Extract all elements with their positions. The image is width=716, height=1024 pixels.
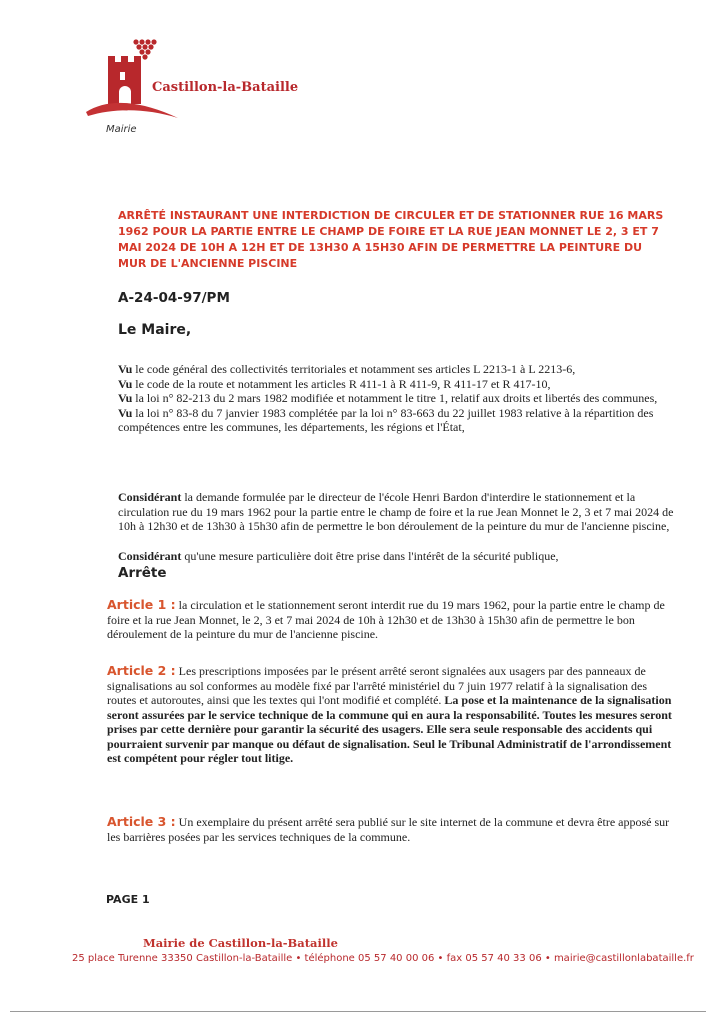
decree-title: ARRÊTÉ INSTAURANT UNE INTERDICTION DE CIRCULER ET DE STATIONNER RUE 16 MARS 1962 POUR LA PARTIE ENTRE LE CHAMP DE FOIRE ET LA RUE JEAN MONNET LE 2, 3 ET 7 MAI 2024 DE 10H A 12H ET DE 13H30 A 15H30 AFIN DE PERMETTRE LA PEINTURE DU MUR DE L'ANCIENNE PISCINE (118, 209, 664, 270)
brand-name: Castillon-la-Bataille (152, 80, 299, 95)
decision-heading: Arrête (118, 565, 167, 581)
article-heading: Article 1 : (107, 597, 176, 612)
considerant-paragraph: Considérant la demande formulée par le directeur de l'école Henri Bardon d'interdire le stationnement et la circulation rue du 19 mars 1962 pour la partie entre le champ de foire et la rue Jean Monnet le 2, 3 et 7 mai 2024 de 10h à 12h30 et de 13h30 à 15h30 afin de permettre le bon déroulement de la peinture du mur de l'ancienne piscine, (118, 490, 674, 533)
page-number: PAGE 1 (106, 893, 150, 906)
mairie-label: Mairie (106, 124, 137, 135)
footer-org-name: Mairie de Castillon-la-Bataille (143, 936, 338, 950)
vu-item: Vu le code général des collectivités territoriales et notamment ses articles L 2213-1 à L 2213-6, (118, 362, 576, 376)
bottom-divider (10, 1011, 706, 1012)
vu-item: Vu le code de la route et notamment les articles R 411-1 à R 411-9, R 411-17 et R 417-10, (118, 376, 551, 391)
article-heading: Article 3 : (107, 814, 176, 829)
vu-item: Vu la loi n° 82-213 du 2 mars 1982 modifiée et notamment le titre 1, relatif aux droits et libertés des communes, (118, 391, 658, 405)
article-1: Article 1 : la circulation et le stationnement seront interdit rue du 19 mars 1962, pour la partie entre le champ de foire et la rue Jean Monnet, le 2, 3 et 7 mai 2024 de 10h à 12h30 et de 13h30 à 15h30 afin de permettre le bon déroulement de la peinture du mur de l'ancienne piscine. (107, 597, 665, 641)
vu-item: Vu la loi n° 83-8 du 7 janvier 1983 complétée par la loi n° 83-663 du 22 juillet 1983 relative à la répartition des compétences entre les communes, les départements, les régions et l'État, (118, 405, 654, 434)
article-heading: Article 2 : (107, 663, 176, 678)
vu-list (118, 362, 678, 435)
authority-heading: Le Maire, (118, 322, 192, 338)
article-3: Article 3 : Un exemplaire du présent arrêté sera publié sur le site internet de la commune et devra être apposé sur les barrières posées par les services techniques de la commune. (107, 814, 670, 844)
footer-contact-line: 25 place Turenne 33350 Castillon-la-Bataille • téléphone 05 57 40 00 06 • fax 05 57 40 33 06 • mairie@castillonlabataille.fr (72, 953, 694, 964)
article-2: Article 2 : Les prescriptions imposées par le présent arrêté seront signalées aux usagers par des panneaux de signalisations au sol conformes au modèle fixé par l'arrêté ministériel du 7 juin 1977 relatif à la signalisation des routes et autoroutes, ainsi que les textes qui l'ont modifié et complété. La pose et la maintenance de la signalisation seront assurées par le service technique de la commune qui en aura la responsabilité. Toutes les mesures seront prises par cette dernière pour garantir la sécurité des usagers. Elle sera seule responsable des accidents qui pourraient survenir par manque ou défaut de signalisation. Seul le Tribunal Administratif de l'arrondissement est compétent pour régler tout litige. (107, 663, 672, 765)
considerant-paragraph: Considérant qu'une mesure particulière doit être prise dans l'intérêt de la sécurité publique, (118, 549, 559, 563)
decree-reference: A-24-04-97/PM (118, 290, 230, 306)
